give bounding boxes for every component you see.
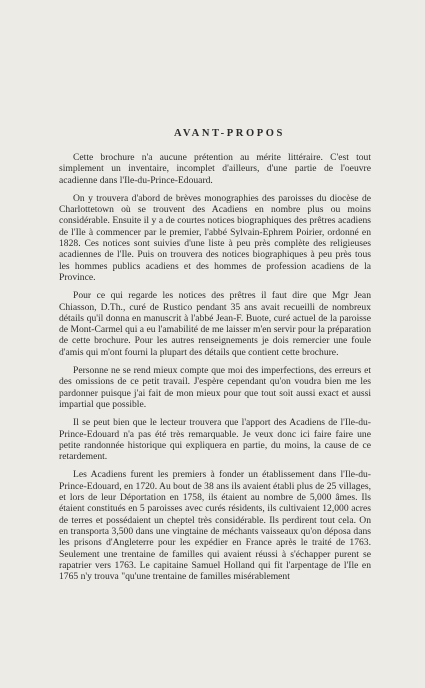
page-title: AVANT-PROPOS — [174, 128, 285, 139]
paragraph-5: Il se peut bien que le lecteur trouvera que l'apport des Acadiens de l'Ile-du-Prince-Edouard n'a pas été très remarquable. Je veux donc ici faire faire une petite randonnée historique qui expliquera en partie, du moins, la cause de ce retardement. — [59, 417, 371, 463]
paragraph-1: Cette brochure n'a aucune prétention au mérite littéraire. C'est tout simplement un inventaire, incomplet d'ailleurs, d'une partie de l'oeuvre acadienne dans l'Ile-du-Prince-Edouard. — [59, 152, 371, 186]
paragraph-3: Pour ce qui regarde les notices des prêtres il faut dire que Mgr Jean Chiasson, D.Th., curé de Rustico pendant 35 ans avait recueilli de nombreux détails qu'il donna en manuscrit à l'abbé Jean-F. Buote, curé actuel de la paroisse de Mont-Carmel qui a eu l'amabilité de me laisser m'en servir pour la préparation de cette brochure. Pour les autres renseignements je dois remercier une foule d'amis qui m'ont fourni la plupart des détails que contient cette brochure. — [59, 290, 371, 358]
paragraph-4: Personne ne se rend mieux compte que moi des imperfections, des erreurs et des omissions de ce petit travail. J'espère cependant qu'on voudra bien me les pardonner puisque j'ai fait de mon mieux pour que tout soit aussi exact et aussi impartial que possible. — [59, 365, 371, 410]
paragraph-2: On y trouvera d'abord de brèves monographies des paroisses du diocèse de Charlottetown où se trouvent des Acadiens en nombre plus ou moins considérable. Ensuite il y a de courtes notices biographiques des prêtres acadiens de l'Ile à commencer par le premier, l'abbé Sylvain-Ephrem Poirier, ordonné en 1828. Ces notices sont suivies d'une liste à peu près complète des religieuses acadiennes de l'Ile. Puis on trouvera des notices biographiques à peu près tous les hommes publics acadiens et des hommes de profession acadiens de la Province. — [59, 192, 371, 283]
body-text — [59, 152, 371, 589]
paragraph-6: Les Acadiens furent les premiers à fonder un établissement dans l'Ile-du-Prince-Edouard, en 1720. Au bout de 38 ans ils avaient établi plus de 25 villages, et lors de leur Déportation en 1758, ils étaient au nombre de 5,000 âmes. Ils étaient constitués en 5 paroisses avec curés résidents, ils cultivaient 12,000 acres de terres et possédaient un cheptel très considérable. Ils perdirent tout cela. On en transporta 3,500 dans une vingtaine de méchants vaisseaux qu'on déposa dans les prisons d'Angleterre pour les expédier en France après le traité de 1763. Seulement une trentaine de familles qui avaient réussi à s'échapper purent se rapatrier vers 1763. Le capitaine Samuel Holland qui fit l'arpentage de l'Ile en 1765 n'y trouva "qu'une trentaine de familles misérablement — [59, 469, 371, 583]
